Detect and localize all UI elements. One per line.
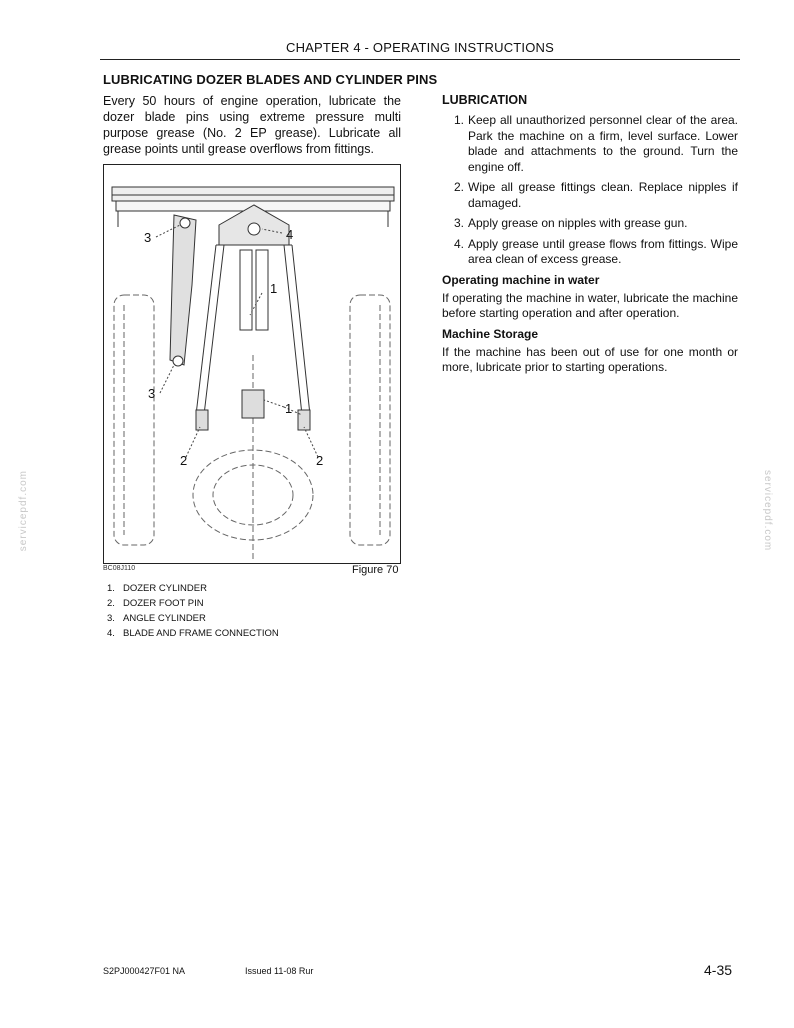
step-text: Keep all unauthorized personnel clear of the area. Park the machine on a firm, level surface. Lower blade and attachments to the ground. Turn the engine off. (468, 113, 738, 174)
step-num: 2. (453, 180, 464, 194)
footer-issued: Issued 11-08 Rur (245, 966, 314, 976)
section-intro: Every 50 hours of engine operation, lubricate the dozer blade pins using extreme pressure multi purpose grease (No. 2 EP grease). Lubricate all grease points until grease overflows from fittings. (103, 94, 401, 156)
step-text: Apply grease on nipples with grease gun. (468, 216, 688, 230)
figure-code: BC08J110 (103, 565, 136, 572)
legend-item (107, 626, 279, 641)
legend-num: 4. (107, 628, 115, 639)
callout-2-left: 2 (180, 453, 188, 468)
callout-3-bottom: 3 (148, 386, 156, 401)
step-item (442, 180, 738, 211)
storage-heading: Machine Storage (442, 326, 539, 341)
step-item (442, 237, 738, 268)
chapter-header: CHAPTER 4 - OPERATING INSTRUCTIONS (100, 40, 740, 60)
page-number: 4-35 (704, 962, 733, 978)
water-text: If operating the machine in water, lubricate the machine before starting operation and after operation. (442, 290, 738, 320)
figure-70-illustration (103, 164, 401, 564)
callout-2-right: 2 (316, 453, 324, 468)
step-text: Apply grease until grease flows from fittings. Wipe area clean of excess grease. (468, 236, 738, 266)
figure-caption: Figure 70 (352, 564, 399, 576)
legend-num: 1. (107, 583, 115, 594)
step-num: 3. (453, 216, 464, 230)
dozer-diagram (104, 165, 402, 565)
step-num: 1. (453, 113, 464, 127)
step-num: 4. (453, 236, 464, 251)
callout-1-right: 1 (285, 401, 293, 416)
callout-1-center: 1 (270, 281, 278, 296)
legend-text: BLADE AND FRAME CONNECTION (123, 628, 279, 639)
legend-item (107, 581, 279, 596)
watermark-right: servicepdf.com (762, 470, 773, 552)
watermark-left: servicepdf.com (18, 470, 29, 552)
legend-num: 2. (107, 598, 115, 609)
legend-item (107, 611, 279, 626)
legend-text: ANGLE CYLINDER (123, 613, 206, 624)
footer-doc-id: S2PJ000427F01 NA (103, 966, 186, 976)
callout-3-top: 3 (144, 230, 152, 245)
step-item (442, 113, 738, 175)
lubrication-steps (442, 113, 738, 268)
storage-text: If the machine has been out of use for one month or more, lubricate prior to starting operations. (442, 344, 738, 374)
section-title: LUBRICATING DOZER BLADES AND CYLINDER PINS (103, 72, 438, 87)
right-column (442, 93, 738, 380)
water-heading: Operating machine in water (442, 272, 600, 287)
callout-4: 4 (286, 227, 294, 242)
lubrication-heading: LUBRICATION (442, 93, 528, 107)
figure-legend (107, 581, 279, 641)
legend-text: DOZER CYLINDER (123, 583, 207, 594)
legend-item (107, 596, 279, 611)
step-text: Wipe all grease fittings clean. Replace nipples if damaged. (468, 180, 738, 210)
step-item (442, 216, 738, 232)
legend-num: 3. (107, 613, 115, 624)
legend-text: DOZER FOOT PIN (123, 598, 204, 609)
